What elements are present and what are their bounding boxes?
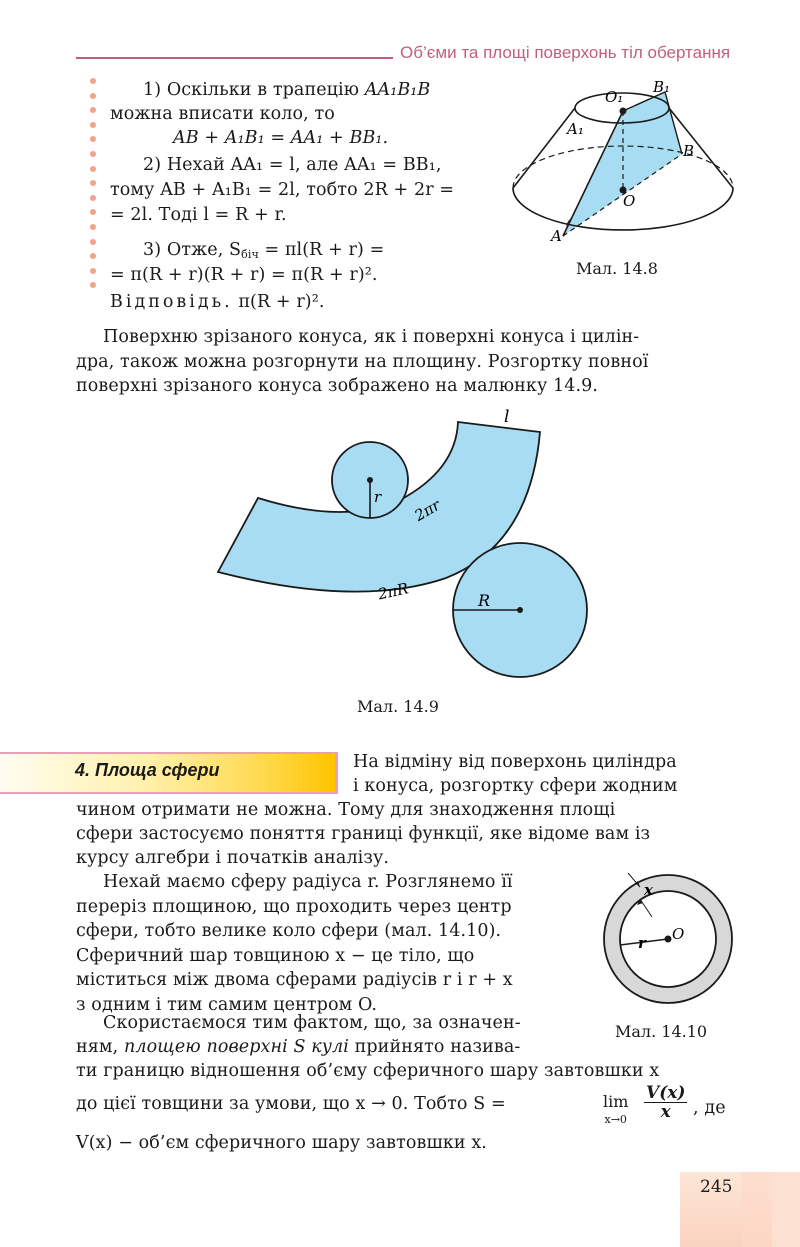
margin-dots <box>90 78 98 297</box>
paragraph-1: Поверхню зрізаного конуса, як і поверхні конуса і цилін- дра, також можна розгорнути на площину. Розгортку повної поверхні зрізаного конуса зображено на малюнку 14.9. <box>76 327 649 396</box>
label-x: x <box>644 881 653 899</box>
label-r: r <box>638 934 646 952</box>
paragraph-2-line5: курсу алгебри і початків аналізу. <box>76 848 390 868</box>
figure-14-9 <box>210 400 610 690</box>
step3-line2: = π(R + r)(R + r) = π(R + r)². <box>110 265 378 285</box>
section-title: 4. Площа сфери <box>75 760 220 780</box>
label-o: O <box>623 192 636 210</box>
step1-equation: AB + A₁B₁ = AA₁ + BB₁. <box>173 128 389 148</box>
figure-14-8 <box>505 78 750 248</box>
caption-14-8: Мал. 14.8 <box>576 259 658 278</box>
page-corner-stripe-2 <box>772 1172 800 1247</box>
label-R: R <box>478 591 491 610</box>
paragraph-4-line1: Скористаємося тим фактом, що, за означен- <box>103 1013 521 1033</box>
header-rule <box>76 57 393 59</box>
paragraph-4-line5: V(x) − об’єм сферичного шару завтовшки x. <box>76 1133 487 1153</box>
paragraph-4-tail: , де <box>693 1098 726 1118</box>
paragraph-2-line4: сфери застосуємо поняття границі функції, яке відоме вам із <box>76 824 651 844</box>
paragraph-2-line2: і конуса, розгортку сфери жодним <box>353 776 678 796</box>
label-o1: O₁ <box>605 88 624 106</box>
paragraph-4-line4: до цієї товщини за умови, що x → 0. Тобто S = <box>76 1094 506 1114</box>
label-b1: B₁ <box>653 78 671 96</box>
step3-line1: 3) Отже, $S_{біч} = \pi l(R + r)$ = <box>143 240 385 261</box>
label-r: r <box>374 488 382 506</box>
paragraph-2-line1: На відміну від поверхонь циліндра <box>353 752 677 772</box>
running-title: Об’єми та площі поверхонь тіл обертання <box>400 43 731 62</box>
label-l: l <box>504 407 510 427</box>
limit-fraction: $\frac{V(x)}{x}$ <box>646 1083 686 1122</box>
label-b: B <box>683 142 695 160</box>
paragraph-4-line3: ти границю відношення об’єму сферичного шару завтовшки x <box>76 1061 660 1081</box>
answer-line: Відповідь. π(R + r)². <box>110 292 325 312</box>
paragraph-4-line2: ням, площею поверхні S кулі прийнято назива- <box>76 1037 521 1057</box>
step2-line3: = 2l. Тоді l = R + r. <box>110 205 287 225</box>
caption-14-10: Мал. 14.10 <box>615 1022 708 1041</box>
page-number: 245 <box>700 1177 733 1197</box>
step1-line: 1) Оскільки в трапецію AA₁B₁B <box>143 80 431 100</box>
label-o: O <box>672 925 685 943</box>
label-2piR: 2πR <box>376 579 411 604</box>
paragraph-2-line3: чином отримати не можна. Тому для знаходження площі <box>76 800 616 820</box>
step1-line2: можна вписати коло, то <box>110 104 335 124</box>
step2-line1: 2) Нехай AA₁ = l, але AA₁ = BB₁, <box>143 155 442 175</box>
caption-14-9: Мал. 14.9 <box>357 697 439 716</box>
label-a: A <box>551 227 562 245</box>
paragraph-3: Нехай маємо сферу радіуса r. Розглянемо її переріз площиною, що проходить через центр сфери, тобто велике коло сфери (мал. 14.10). Сферичний шар товщиною x − це тіло, що міститься між двома сферами радіусів r і r + x з одним і тим самим центром O. <box>76 872 513 1015</box>
limit-operator: lim x→0 <box>603 1092 629 1126</box>
figure-14-10 <box>600 865 740 1015</box>
label-2pir: 2πr <box>411 495 444 525</box>
label-a1: A₁ <box>567 120 584 138</box>
step2-line2: тому AB + A₁B₁ = 2l, тобто 2R + 2r = <box>110 180 455 200</box>
